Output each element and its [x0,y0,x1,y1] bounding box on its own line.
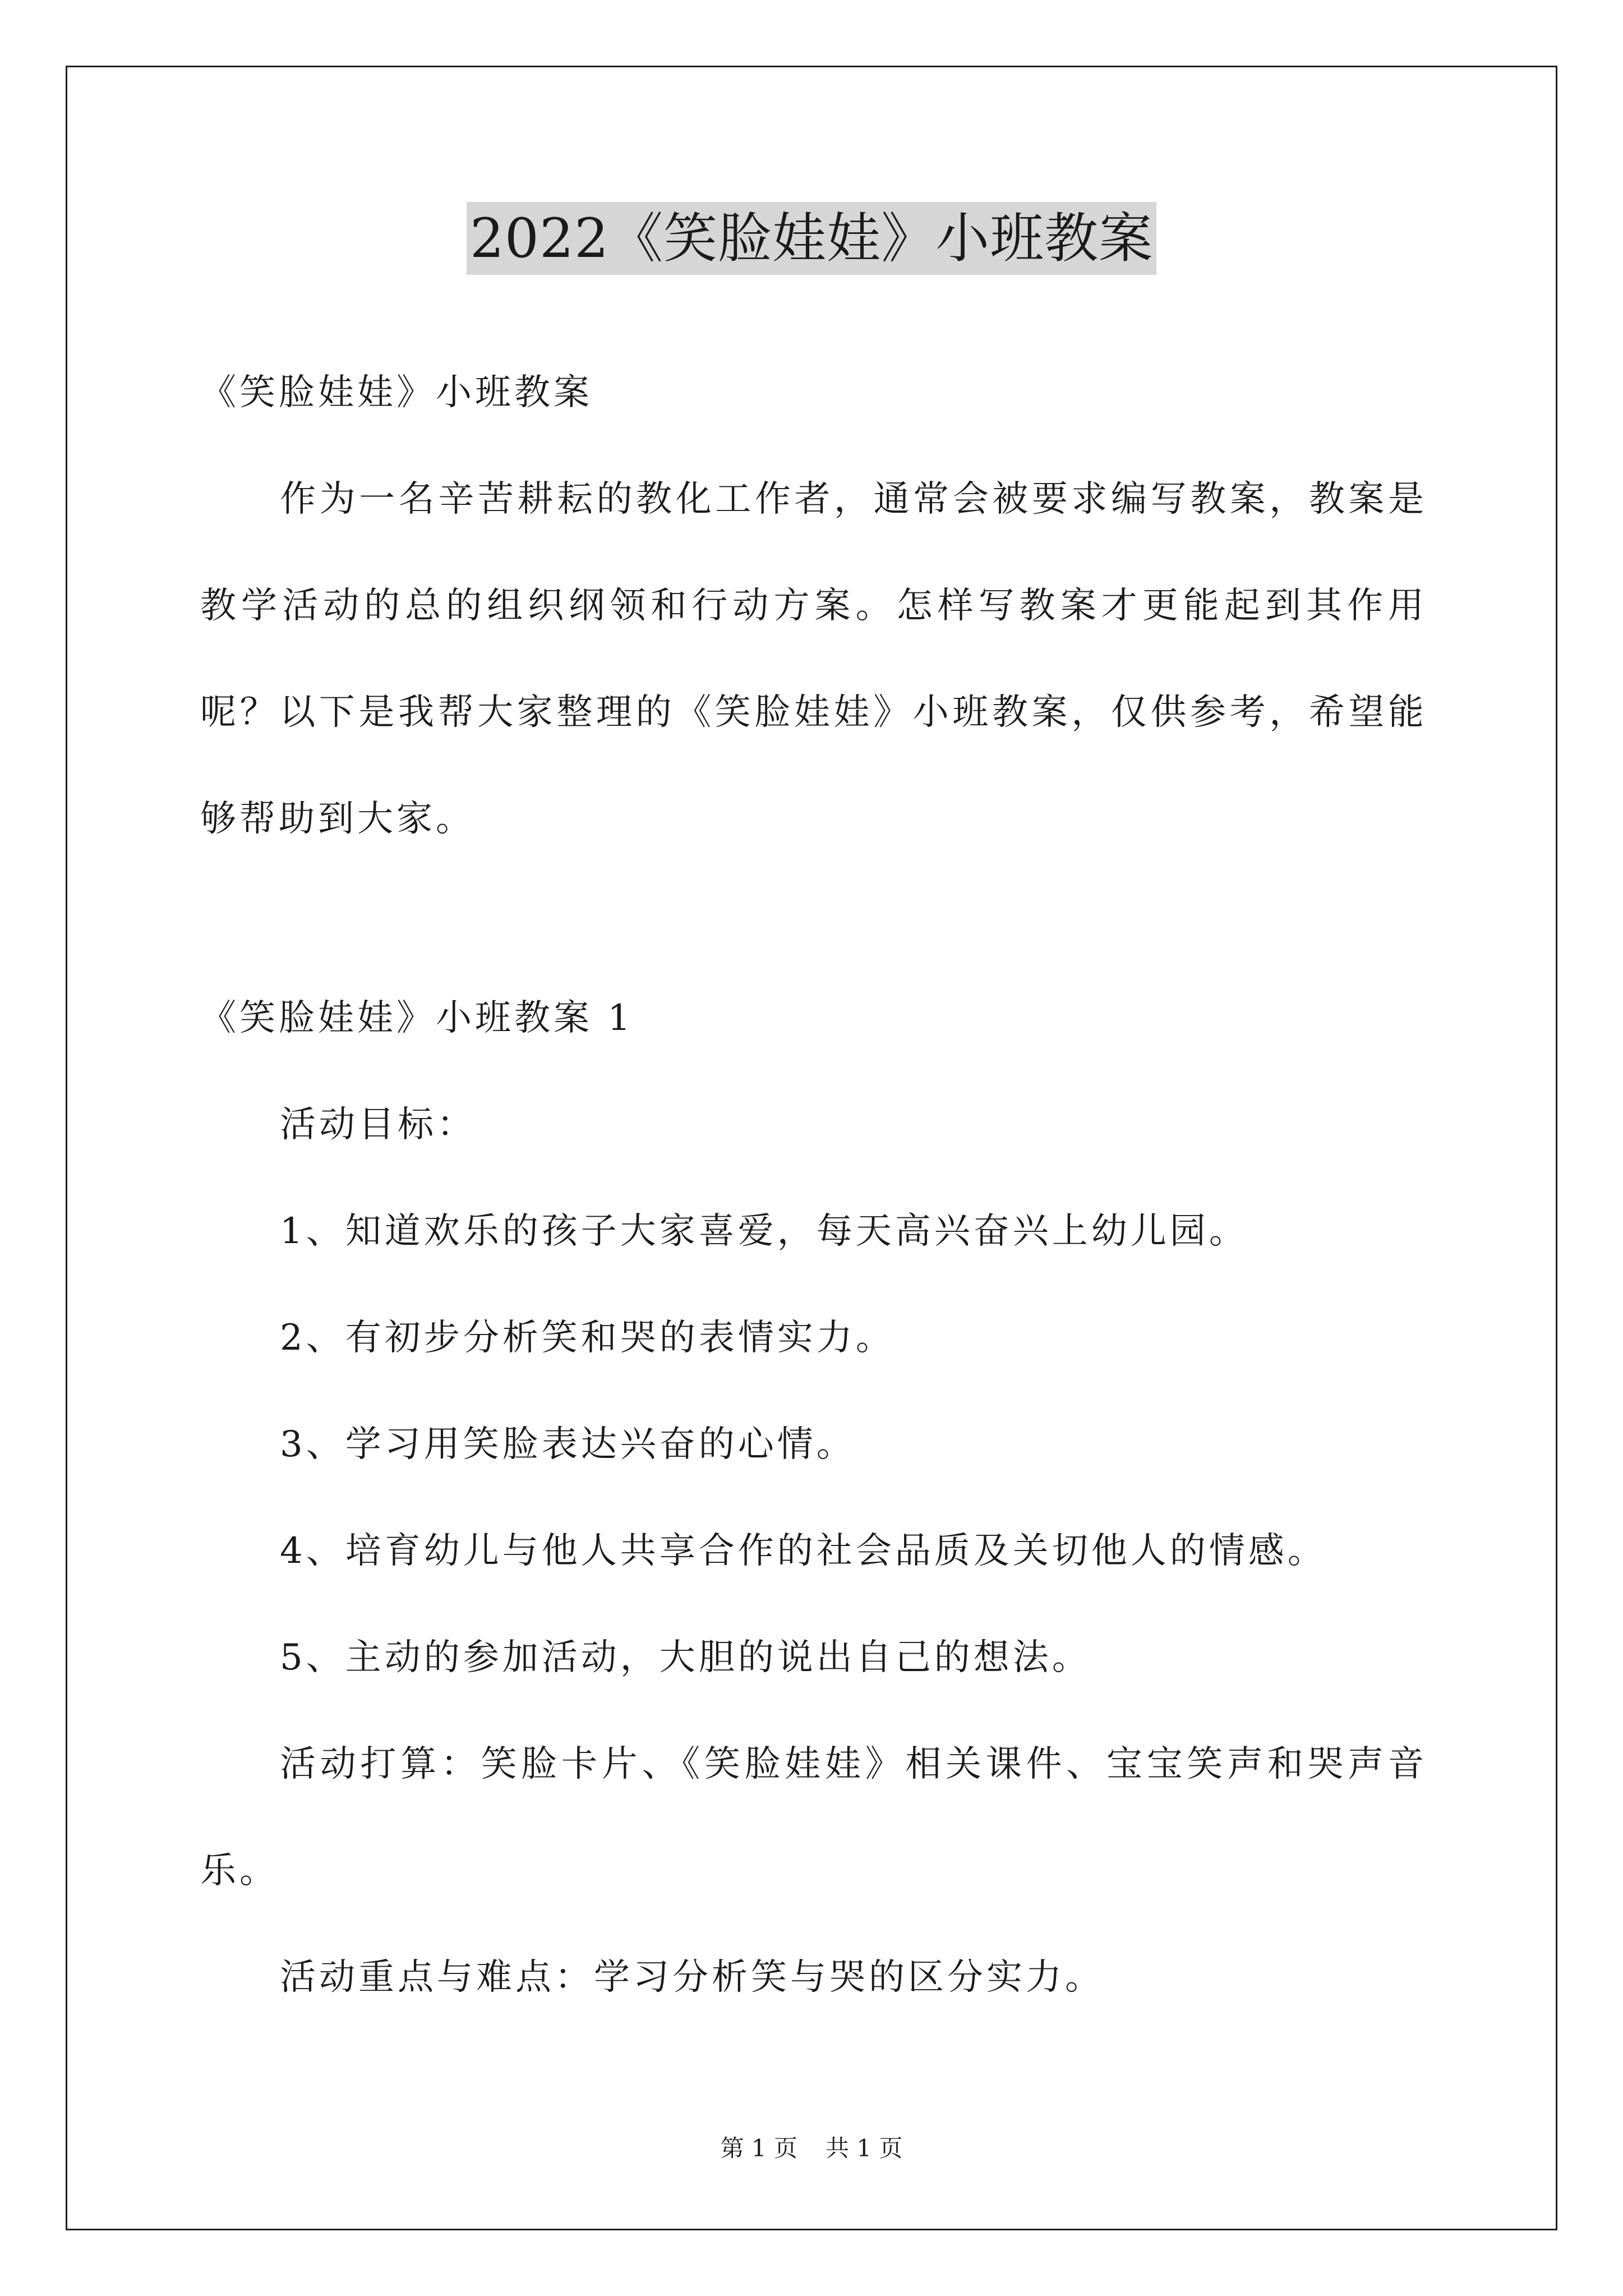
goal-item-1: 1、知道欢乐的孩子大家喜爱，每天高兴奋兴上幼儿园。 [280,1211,1248,1252]
page-footer [0,2132,1623,2165]
page-number-total: 共 1 页 [826,2134,903,2162]
goals-label: 活动目标： [280,1104,476,1145]
goal-item-3: 3、学习用笑脸表达兴奋的心情。 [280,1424,856,1465]
title-container [0,202,1623,275]
goal-item-5: 5、主动的参加活动，大胆的说出自己的想法。 [280,1637,1091,1678]
document-title: 2022《笑脸娃娃》小班教案 [467,202,1156,275]
goal-item-4: 4、培育幼儿与他人共享合作的社会品质及关切他人的情感。 [280,1530,1327,1572]
page-number-current: 第 1 页 [720,2134,797,2162]
subtitle: 《笑脸娃娃》小班教案 [200,372,593,413]
key-points-paragraph: 活动重点与难点：学习分析笑与哭的区分实力。 [280,1957,1104,1998]
preparation-paragraph: 活动打算：笑脸卡片、《笑脸娃娃》相关课件、宝宝笑声和哭声音乐。 [200,1743,1427,1892]
intro-paragraph: 作为一名辛苦耕耘的教化工作者，通常会被要求编写教案，教案是教学活动的总的组织纲领和行动方案。怎样写教案才更能起到其作用呢？以下是我帮大家整理的《笑脸娃娃》小班教案，仅供参考，希望能够帮助到大家。 [200,478,1427,840]
goal-item-2: 2、有初步分析笑和哭的表情实力。 [280,1317,895,1359]
section-heading: 《笑脸娃娃》小班教案 1 [200,997,634,1039]
